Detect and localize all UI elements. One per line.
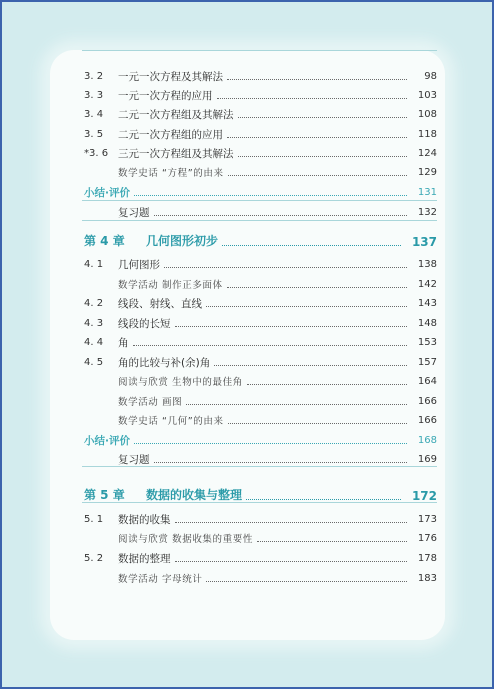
page-number: 166 <box>417 396 437 407</box>
entry-title: 二元一次方程组及其解法 <box>118 108 234 121</box>
toc-entry[interactable] <box>50 410 445 429</box>
dot-leader <box>134 443 407 444</box>
toc-entry[interactable] <box>50 568 445 587</box>
chapter-number: 第 5 章 <box>84 488 125 502</box>
dot-leader <box>222 245 401 246</box>
page-number: 148 <box>417 318 437 329</box>
dot-leader <box>227 79 407 80</box>
entry-title: 数据的收集 <box>118 513 171 526</box>
row-divider <box>82 466 437 467</box>
entry-title: 数学活动 字母统计 <box>118 573 203 585</box>
entry-title: 数学活动 画图 <box>118 396 183 408</box>
entry-title: 几何图形 <box>118 258 160 271</box>
chapter-title: 数据的收集与整理 <box>146 488 243 502</box>
dot-leader <box>227 287 407 288</box>
dot-leader <box>175 522 408 523</box>
page-number: 169 <box>417 454 437 465</box>
page-number: 118 <box>417 129 437 140</box>
toc-entry[interactable] <box>50 293 445 312</box>
page-number: 173 <box>417 514 437 525</box>
dot-leader <box>154 462 408 463</box>
section-number: *3. 6 <box>84 148 109 159</box>
chapter-page-number: 137 <box>411 235 437 249</box>
entry-title: 一元一次方程及其解法 <box>118 70 223 83</box>
entry-title: 复习题 <box>118 453 150 466</box>
page-number: 166 <box>417 415 437 426</box>
summary-label: 小结·评价 <box>84 186 130 199</box>
toc-entry[interactable] <box>50 391 445 410</box>
entry-title: 一元一次方程的应用 <box>118 89 213 102</box>
toc-entry[interactable] <box>50 254 445 273</box>
dot-leader <box>228 175 407 176</box>
chapter-heading[interactable] <box>50 230 445 252</box>
toc-entry[interactable] <box>50 202 445 221</box>
entry-title: 阅读与欣赏 生物中的最佳角 <box>118 376 243 388</box>
dot-leader <box>134 195 407 196</box>
dot-leader <box>206 306 407 307</box>
section-number: 4. 2 <box>84 298 104 309</box>
row-divider <box>82 220 437 221</box>
entry-title: 线段的长短 <box>118 317 171 330</box>
dot-leader <box>175 561 408 562</box>
toc-entry[interactable] <box>50 66 445 85</box>
entry-title: 阅读与欣赏 数据收集的重要性 <box>118 533 253 545</box>
page-number: 132 <box>417 207 437 218</box>
page-number: 98 <box>424 71 437 82</box>
toc-entry[interactable] <box>50 548 445 567</box>
page-number: 124 <box>417 148 437 159</box>
page-number: 142 <box>417 279 437 290</box>
toc-entry[interactable] <box>50 352 445 371</box>
summary-label: 小结·评价 <box>84 434 130 447</box>
entry-title: 数据的整理 <box>118 552 171 565</box>
page-number: 138 <box>417 259 437 270</box>
dot-leader <box>227 137 407 138</box>
page-number: 103 <box>417 90 437 101</box>
dot-leader <box>133 345 408 346</box>
entry-title: 二元一次方程组的应用 <box>118 128 223 141</box>
page-number: 157 <box>417 357 437 368</box>
section-number: 3. 3 <box>84 90 104 101</box>
dot-leader <box>164 267 407 268</box>
toc-entry[interactable] <box>50 430 445 449</box>
page-number: 153 <box>417 337 437 348</box>
dot-leader <box>238 156 408 157</box>
chapter-page-number: 172 <box>411 489 437 503</box>
toc-entry[interactable] <box>50 182 445 201</box>
entry-title: 线段、射线、直线 <box>118 297 202 310</box>
toc-entry[interactable] <box>50 313 445 332</box>
page-number: 143 <box>417 298 437 309</box>
dot-leader <box>186 404 407 405</box>
page-number: 168 <box>417 435 437 446</box>
section-number: 4. 4 <box>84 337 104 348</box>
entry-title: 角 <box>118 336 129 349</box>
dot-leader <box>247 384 407 385</box>
section-number: 3. 5 <box>84 129 104 140</box>
dot-leader <box>175 326 408 327</box>
section-number: 5. 2 <box>84 553 104 564</box>
dot-leader <box>206 581 407 582</box>
toc-entry[interactable] <box>50 371 445 390</box>
dot-leader <box>154 215 408 216</box>
toc-entry[interactable] <box>50 104 445 123</box>
toc-entry[interactable] <box>50 124 445 143</box>
section-number: 5. 1 <box>84 514 104 525</box>
entry-title: 数学史话 “方程”的由来 <box>118 167 224 179</box>
entry-title: 数学史话 “几何”的由来 <box>118 415 224 427</box>
dot-leader <box>217 98 408 99</box>
section-number: 4. 3 <box>84 318 104 329</box>
row-divider <box>82 200 437 201</box>
row-divider <box>82 502 437 503</box>
page-number: 176 <box>417 533 437 544</box>
page-number: 129 <box>417 167 437 178</box>
dot-leader <box>228 423 407 424</box>
section-number: 3. 4 <box>84 109 104 120</box>
toc-entry[interactable] <box>50 85 445 104</box>
chapter-title: 几何图形初步 <box>146 234 219 248</box>
dot-leader <box>257 541 407 542</box>
chapter-number: 第 4 章 <box>84 234 125 248</box>
page-number: 108 <box>417 109 437 120</box>
entry-title: 复习题 <box>118 206 150 219</box>
toc-entry[interactable] <box>50 162 445 181</box>
section-number: 4. 1 <box>84 259 104 270</box>
dot-leader <box>246 499 401 500</box>
page-number: 164 <box>417 376 437 387</box>
page-number: 178 <box>417 553 437 564</box>
dot-leader <box>238 117 408 118</box>
page-number: 183 <box>417 573 437 584</box>
toc-entry[interactable] <box>50 332 445 351</box>
entry-title: 数学活动 制作正多面体 <box>118 279 223 291</box>
toc-entry[interactable] <box>50 509 445 528</box>
toc-entry[interactable] <box>50 143 445 162</box>
page-number: 131 <box>417 187 437 198</box>
row-divider <box>82 50 437 51</box>
entry-title: 三元一次方程组及其解法 <box>118 147 234 160</box>
table-of-contents <box>50 50 445 640</box>
toc-entry[interactable] <box>50 274 445 293</box>
section-number: 4. 5 <box>84 357 104 368</box>
toc-entry[interactable] <box>50 528 445 547</box>
dot-leader <box>214 365 407 366</box>
entry-title: 角的比较与补(余)角 <box>118 356 211 369</box>
section-number: 3. 2 <box>84 71 104 82</box>
